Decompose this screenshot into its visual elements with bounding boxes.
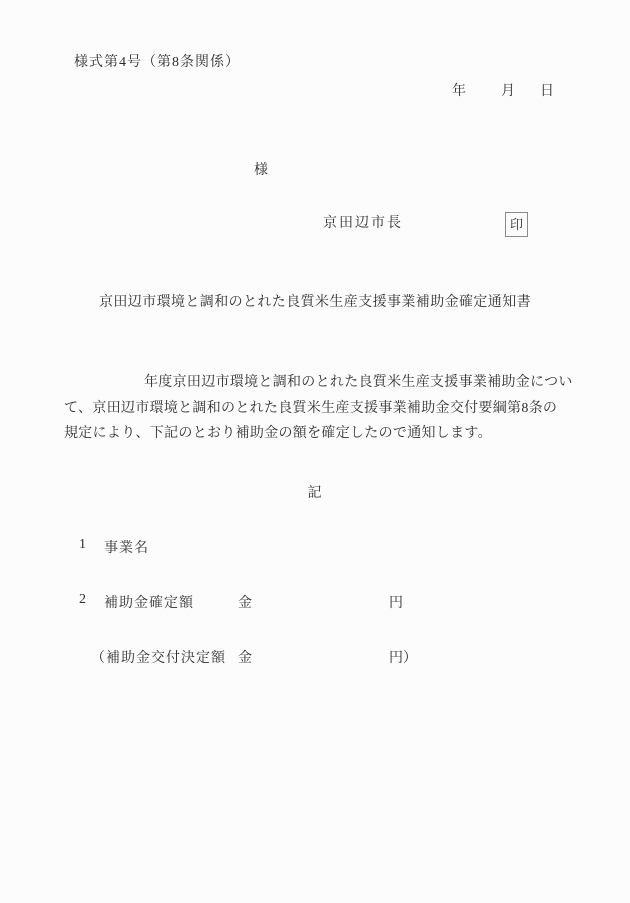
- item-row-confirmed-amount: [0, 592, 630, 614]
- amount-suffix-label: 円: [389, 596, 403, 611]
- item-label-confirmed-amount: 補助金確定額: [104, 596, 194, 611]
- body-line: 規定により、下記のとおり補助金の額を確定したので通知します。: [64, 426, 492, 441]
- body-line: て、京田辺市環境と調和のとれた良質米生産支援事業補助金交付要綱第8条の: [64, 400, 558, 416]
- item-number: 1: [79, 537, 86, 552]
- form-number: 様式第4号（第8条関係）: [74, 55, 240, 70]
- date-day-label: 日: [540, 84, 554, 99]
- body-paragraph: [64, 370, 573, 447]
- item-number: 2: [79, 592, 86, 607]
- seal-box: [505, 212, 528, 237]
- record-marker: 記: [307, 486, 323, 501]
- sender-line: [0, 212, 630, 234]
- item-label-project-name: 事業名: [104, 541, 149, 556]
- addressee-honorific: 様: [254, 163, 268, 178]
- item-row-project-name: [0, 537, 630, 559]
- amount-prefix-label: 金: [238, 596, 252, 611]
- date-line: [0, 80, 630, 102]
- seal-label: 印: [509, 217, 523, 232]
- document-title: 京田辺市環境と調和のとれた良質米生産支援事業補助金確定通知書: [99, 295, 531, 310]
- body-line: 年度京田辺市環境と調和のとれた良質米生産支援事業補助金につい: [144, 375, 573, 390]
- item-label-granted-amount: （補助金交付決定額: [91, 651, 226, 666]
- sender-name: 京田辺市長: [323, 216, 403, 231]
- amount-prefix-label: 金: [238, 651, 252, 666]
- item-row-granted-amount: [0, 647, 630, 669]
- date-month-label: 月: [501, 84, 515, 99]
- date-year-label: 年: [452, 84, 466, 99]
- amount-suffix-label: 円）: [389, 651, 417, 666]
